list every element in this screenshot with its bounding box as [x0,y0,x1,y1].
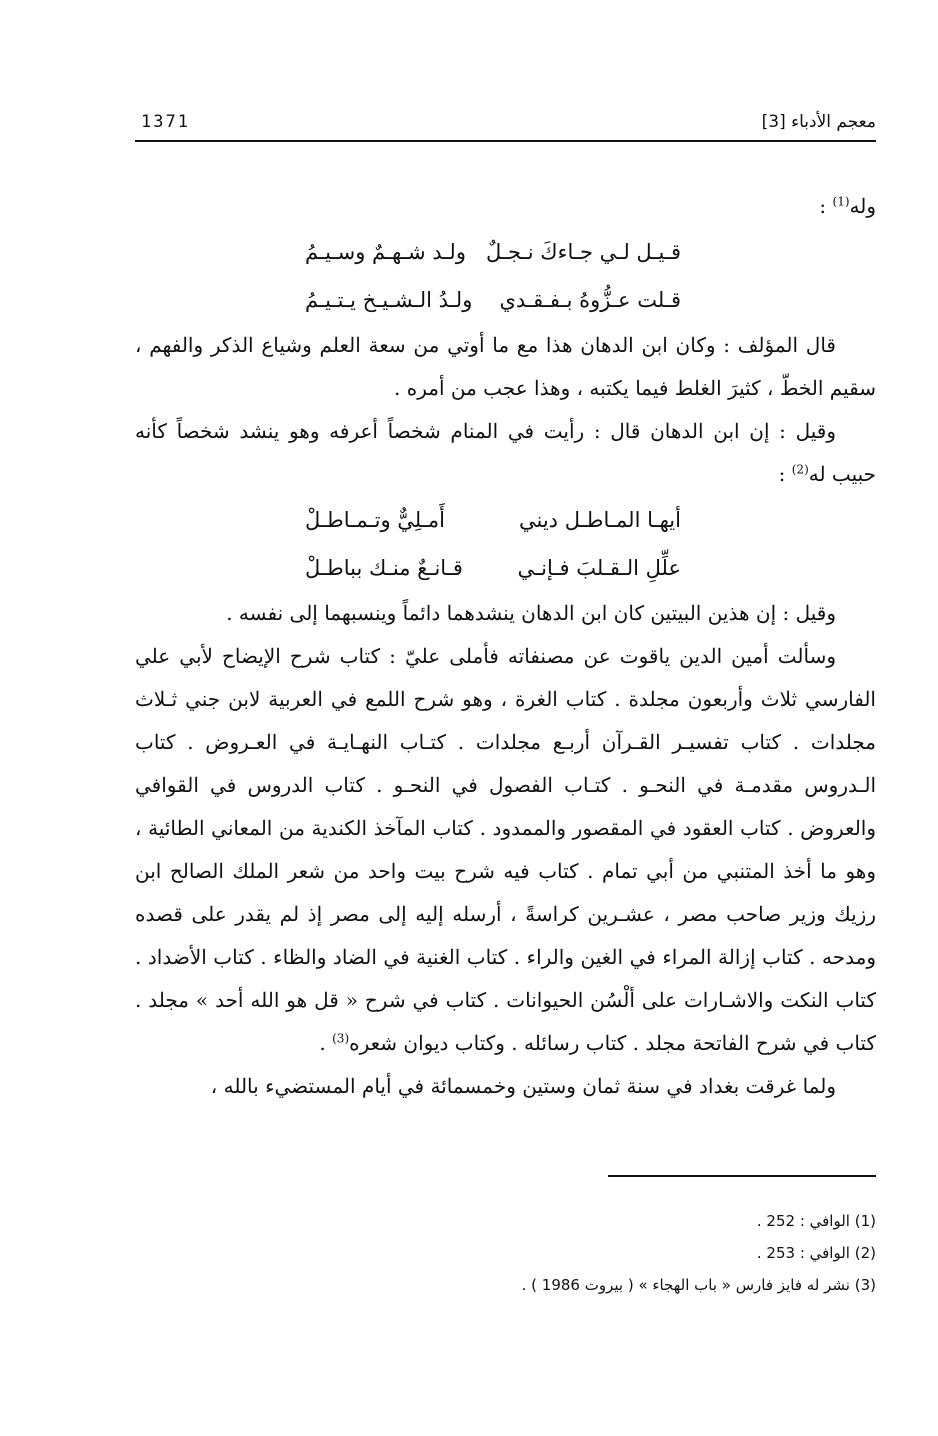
paragraph-4: وسألت أمين الدين ياقوت عن مصنفاته فأملى عليّ : كتاب شرح الإيضاح لأبي علي الفارسي ثلاث وأربعون مجلدة . كتاب الغرة ، وهو شرح اللمع في العربية لابن جني ثـلاث مجلدات . كتاب تفسيـر القـرآن أربـع مجلدات . كتـاب النهـايـة في العـروض . كتاب الـدروس مقدمـة في النحـو . كتـاب الفصول في النحـو . كتاب الدروس في القوافي والعروض . كتاب العقود في المقصور والممدود . كتاب المآخذ الكندية من المعاني الطائية ، وهو ما أخذ المتنبي من أبي تمام . كتاب فيه شرح بيت واحد من شعر الملك الصالح ابن رزيك وزير صاحب مصر ، عشـرين كراسةً ، أرسله إليه إلى مصر إذ لم يقدر على قصده ومدحه . كتاب إزالة المراء في الغين والراء . كتاب الغنية في الضاد والظاء . كتاب الأضداد . كتاب النكت والاشـارات على ألْسُن الحيوانات . كتاب في شرح « قل هو الله أحد » مجلد . كتاب في شرح الفاتحة مجلد . كتاب رسائله . وكتاب ديوان شعره$^{(3)}$ . [135,644,876,1055]
main-text [135,185,876,1108]
poem-1 [135,228,876,324]
hemistich: علِّلِ الـقـلبَ فـإنـي [517,556,681,580]
footnote-ref-1: (1) [832,194,850,209]
footnotes [135,1205,876,1301]
hemistich: ولـد شـهـمٌ وسـيـمُ [305,240,466,264]
page-number: 1371 [141,112,190,132]
footnote-rule [608,1175,876,1177]
running-title: معجم الأدباء [3] [761,112,876,132]
footnote-2: (2) الوافي : 253 . [756,1244,876,1262]
footnote-ref-2: (2) [791,462,809,477]
hemistich: أَمـلِيٌّ وتـمـاطـلْ [305,508,445,532]
poem-1-line-1 [305,228,681,276]
paragraph-5: ولما غرقت بغداد في سنة ثمان وستين وخمسمائة في أيام المستضيء بالله ، [210,1074,836,1098]
poem-2-line-1 [305,496,681,544]
header-rule [135,140,876,142]
poem-2 [135,496,876,592]
paragraph-1: قال المؤلف : وكان ابن الدهان هذا مع ما أوتي من سعة العلم وشياع الذكر والفهم ، سقيم الخطّ ، كثيرَ الغلط فيما يكتبه ، وهذا عجب من أمره . [135,333,876,400]
hemistich: قـيـل لـي جـاءكَ نـجـلٌ [486,240,681,264]
hemistich: قـانـعٌ منـك بباطـلْ [305,556,463,580]
poem-1-line-2 [305,276,681,324]
hemistich: قـلت عـزُّوهُ بـفـقـدي [499,288,681,312]
hemistich: أيهـا المـاطـل ديني [519,508,681,532]
footnote-1: (1) الوافي : 252 . [756,1212,876,1230]
verse-intro: وله$^{(1)}$ : [819,194,876,218]
hemistich: ولـدُ الـشـيـخ يـتـيـمُ [305,288,473,312]
paragraph-2: وقيل : إن ابن الدهان قال : رأيت في المنام شخصاً أعرفه وهو ينشد شخصاً كأنه حبيب له$^{(2)}$ : [135,419,876,486]
footnote-ref-3: (3) [332,1031,350,1046]
footnote-3: (3) نشر له فايز فارس « باب الهجاء » ( بيروت 1986 ) . [521,1276,876,1294]
poem-2-line-2 [305,544,681,592]
paragraph-3: وقيل : إن هذين البيتين كان ابن الدهان ينشدهما دائماً وينسبهما إلى نفسه . [226,601,836,625]
